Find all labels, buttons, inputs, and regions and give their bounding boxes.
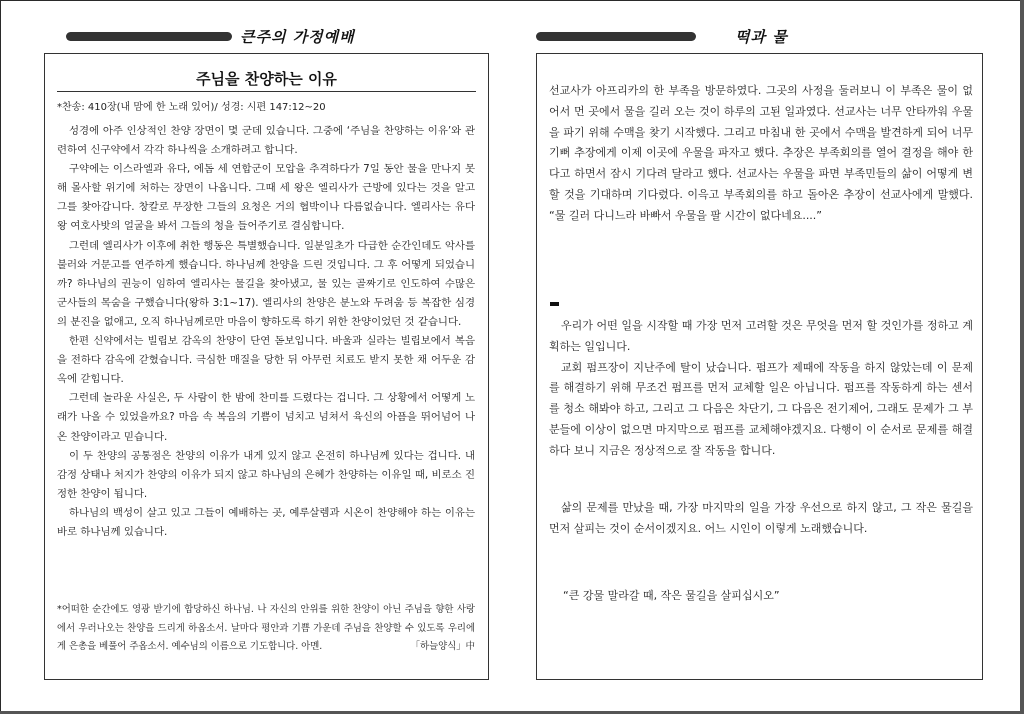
essay-paragraph: 교회 펌프장이 지난주에 탈이 났습니다. 펌프가 제때에 작동을 하지 않았는데 이 문제를 해결하기 위해 무조건 펌프를 먼저 교체할 일은 아닙니다. 펌프를 작동하게 하는 센서를 청소 해봐야 하고, 그리고 그 다음은 차단기, 그 다음은 전기제어, 그래도 문제가 그 부분들에 이상이 없으면 마지막으로 펌프를 교체해야겠지요. 다행이 이 순서로 문제를 해결하다 보니 지금은 정상적으로 잘 작동을 합니다.: [549, 360, 973, 457]
prayer-text: *어떠한 순간에도 영광 받기에 합당하신 하나님. 나 자신의 안위를 위한 찬양이 아닌 주님을 향한 사랑에서 우러나오는 찬양을 드리게 하옵소서. 날마다 평안과 기쁨 가운데 주님을 찬양할 수 있도록 우리에게 은총을 베풀어 주옵소서. 예수님의 이름으로 기도합니다. 아멘.: [57, 604, 475, 653]
essay-paragraph: 삶의 문제를 만났을 때, 가장 마지막의 일을 가장 우선으로 하지 않고, 그 작은 물길을 먼저 살피는 것이 순서이겠지요. 어느 시인이 이렇게 노래했습니다.: [549, 501, 973, 535]
essay-paragraph: 선교사가 아프리카의 한 부족을 방문하였다. 그곳의 사정을 둘러보니 이 부족은 물이 없어서 먼 곳에서 물을 길러 오는 것이 하루의 고된 일과였다. 선교사는 너무 안타까워 우물을 파기 위해 수맥을 찾기 시작했다. 그리고 마침내 한 곳에서 수맥을 발견하게 되어 너무 기뻐 추장에게 이제 이곳에 우물을 파자고 했다. 추장은 부족회의를 열어 결정을 해야 한다고 하면서 잠시 기다려 달라고 했다. 선교사는 우물을 파면 부족민들의 삶이 어떻게 변할 것을 기대하며 기다렸다. 이윽고 부족회의를 하고 돌아온 추장이 선교사에게 말했다. “물 길러 다니느라 바빠서 우물을 팔 시간이 없다네요....”: [549, 84, 973, 222]
right-header-title: 떡과 물: [735, 28, 788, 46]
right-header-bar: [536, 32, 696, 41]
essay-closing: [549, 498, 973, 540]
essay-intro: [549, 81, 973, 227]
sermon-paragraph: 하나님의 백성이 살고 있고 그들이 예배하는 곳, 예루살렘과 시온이 찬양해야 하는 이유는 바로 하나님께 있습니다.: [57, 506, 475, 538]
scripture-reference: *찬송: 410장(내 맘에 한 노래 있어)/ 성경: 시편 147:12~20: [57, 102, 326, 113]
essay-paragraph: 우리가 어떤 일을 시작할 때 가장 먼저 고려할 것은 무엇을 먼저 할 것인가를 정하고 계획하는 일입니다.: [549, 319, 973, 353]
sermon-title: 주님을 찬양하는 이유: [196, 70, 337, 88]
page-shadow-right: [1020, 0, 1024, 714]
sermon-paragraph: 한편 신약에서는 빌립보 감옥의 찬양이 단연 돋보입니다. 바울과 실라는 빌립보에서 복음을 전하다 감옥에 갇혔습니다. 극심한 매질을 당한 뒤 아무런 치료도 받지 못한 채 어두운 감옥에 갇힙니다.: [57, 335, 475, 386]
sermon-panel: [44, 53, 489, 680]
sermon-body: [57, 122, 475, 542]
left-header-title: 큰주의 가정예배: [240, 28, 355, 46]
sermon-paragraph: 그런데 엘리사가 이후에 취한 행동은 특별했습니다. 일분일초가 다급한 순간인데도 악사를 불러와 거문고를 연주하게 했습니다. 하나님께 찬양을 드린 것입니다. 그 후 어떻게 되었습니까? 하나님의 권능이 임하여 엘리사는 물길을 찾아냈고, 물 있는 골짜기로 인도하여 수많은 군사들의 목숨을 구했습니다(왕하 3:1~17). 엘리사의 찬양은 분노와 두려움 등 복잡한 심경의 분진을 없애고, 오직 하나님께로만 마음이 향하도록 하기 위한 찬양이었던 것 같습니다.: [57, 239, 475, 328]
title-divider: [57, 91, 476, 92]
sermon-paragraph: 그런데 놀라운 사실은, 두 사람이 한 밤에 찬미를 드렸다는 겁니다. 그 상황에서 어떻게 노래가 나올 수 있었을까요? 마음 속 복음의 기쁨이 넘치고 넘쳐서 육신의 아픔을 뛰어넘어 나온 찬양이라고 믿습니다.: [57, 392, 475, 443]
poem-quote: “큰 강물 말라갈 때, 작은 물길을 살피십시오”: [563, 589, 780, 602]
prayer-source: 「하늘양식」中: [410, 641, 475, 653]
sermon-paragraph: 성경에 아주 인상적인 찬양 장면이 몇 군데 있습니다. 그중에 ‘주님을 찬양하는 이유’와 관련하여 신구약에서 각각 하나씩을 소개하려고 합니다.: [57, 125, 475, 157]
essay-middle: [549, 316, 973, 462]
section-bullet: [550, 302, 559, 306]
closing-prayer: [57, 601, 475, 657]
sermon-paragraph: 이 두 찬양의 공통점은 찬양의 이유가 내게 있지 않고 온전히 하나님께 있다는 겁니다. 내 감정 상태나 처지가 찬양의 이유가 되지 않고 하나님의 은혜가 찬양하는 이유일 때, 비로소 진정한 찬양이 됩니다.: [57, 449, 475, 500]
left-header-bar: [66, 32, 232, 41]
essay-panel: [536, 53, 983, 680]
sermon-paragraph: 구약에는 이스라엘과 유다, 에돔 세 연합군이 모압을 추격하다가 7일 동안 물을 만나지 못해 몰사할 위기에 처하는 장면이 나옵니다. 그때 세 왕은 엘리사가 근방에 있다는 것을 알고 그를 찾아갑니다. 창칼로 무장한 그들의 요청은 거의 협박이나 다름없습니다. 엘리사는 유다 왕 여호사밧의 얼굴을 봐서 그들의 청을 들어주기로 결심합니다.: [57, 163, 475, 233]
